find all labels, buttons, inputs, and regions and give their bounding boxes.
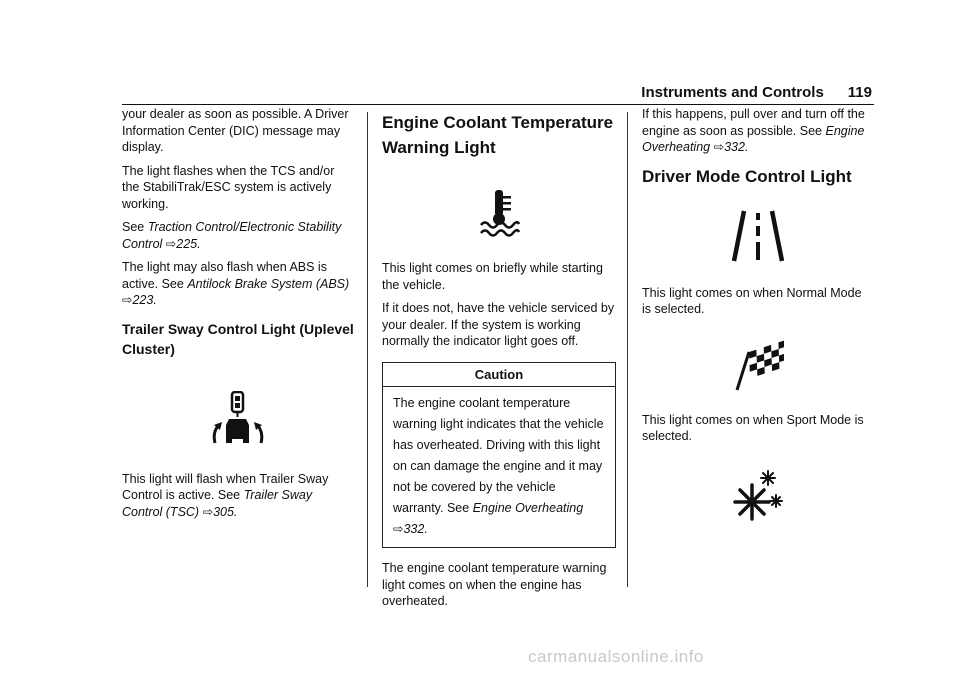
column-2	[382, 106, 616, 617]
heading-driver-mode: Driver Mode Control Light	[642, 166, 852, 186]
xref-trailer-sway[interactable]: Trailer Sway Control (TSC)	[122, 488, 313, 519]
paragraph-abs: The light may also flash when ABS is active. See Antilock Brake System (ABS) ⇨223.	[122, 260, 350, 307]
paragraph-normal-mode: This light comes on when Normal Mode is selected.	[642, 285, 862, 316]
xref-page[interactable]: 223	[132, 293, 154, 307]
xref-page[interactable]: 332	[403, 522, 425, 536]
page-ref-arrow-icon: ⇨	[122, 293, 133, 307]
column-divider-2	[627, 112, 628, 587]
heading-trailer-sway: Trailer Sway Control Light (Uplevel Cluster)	[122, 320, 354, 357]
paragraph-see-traction: See Traction Control/Electronic Stability Control ⇨225.	[122, 220, 342, 251]
paragraph-comes-on: This light comes on briefly while starting the vehicle.	[382, 261, 603, 292]
header-rule	[122, 104, 874, 105]
page-ref-arrow-icon: ⇨	[393, 522, 404, 536]
xref-page[interactable]: 225	[176, 236, 198, 251]
paragraph-trailer-sway: This light will flash when Trailer Sway Control is active. See Trailer Sway Control (TSC) ⇨305.	[122, 471, 329, 519]
xref-engine-overheating[interactable]: Engine Overheating	[472, 501, 584, 515]
paragraph-pull-over: If this happens, pull over and turn off the engine as soon as possible. See Engine Overheating ⇨332.	[642, 107, 865, 154]
caution-title: Caution	[383, 363, 615, 388]
xref-abs[interactable]: Antilock Brake System (ABS)	[187, 276, 350, 291]
checkered-flag-icon	[732, 340, 784, 392]
paragraph-dealer: your dealer as soon as possible. A Driver Information Center (DIC) message may display.	[122, 107, 349, 154]
trailer-sway-icon	[212, 391, 264, 447]
paragraph-overheated: The engine coolant temperature warning light comes on when the engine has overheated.	[382, 561, 607, 608]
paragraph-sport-mode: This light comes on when Sport Mode is selected.	[642, 412, 864, 443]
xref-page[interactable]: 332	[724, 140, 745, 154]
page-ref-arrow-icon: ⇨	[713, 140, 725, 154]
xref-page[interactable]: 305	[213, 504, 234, 519]
coolant-temperature-icon	[476, 188, 522, 238]
heading-coolant: Engine Coolant Temperature Warning Light	[382, 113, 614, 157]
watermark: carmanualsonline.info	[528, 647, 704, 666]
paragraph-tcs: The light flashes when the TCS and/or the StabiliTrak/ESC system is actively working.	[122, 163, 335, 211]
paragraph-serviced: If it does not, have the vehicle serviced by your dealer. If the system is working normally the indicator light goes off.	[382, 301, 615, 348]
xref-engine-overheating[interactable]: Engine Overheating	[642, 123, 865, 154]
caution-box	[382, 362, 616, 549]
snowflake-icon	[730, 469, 786, 525]
page-ref-arrow-icon: ⇨	[165, 236, 177, 251]
page-ref-arrow-icon: ⇨	[202, 504, 214, 519]
xref-traction-control[interactable]: Traction Control/Electronic Stability Control	[122, 220, 342, 251]
road-lanes-icon	[730, 209, 786, 263]
section-title: Instruments and Controls	[641, 84, 824, 101]
caution-body: The engine coolant temperature warning light indicates that the vehicle has overheated. Driving with this light on can damage the engine and it may not be covered by the vehicle warranty. See Engine Overheating ⇨332.	[393, 396, 604, 536]
column-3	[642, 106, 874, 525]
column-divider-1	[367, 112, 368, 587]
page-number: 119	[847, 84, 872, 101]
column-1	[122, 106, 354, 527]
running-header	[641, 84, 872, 101]
